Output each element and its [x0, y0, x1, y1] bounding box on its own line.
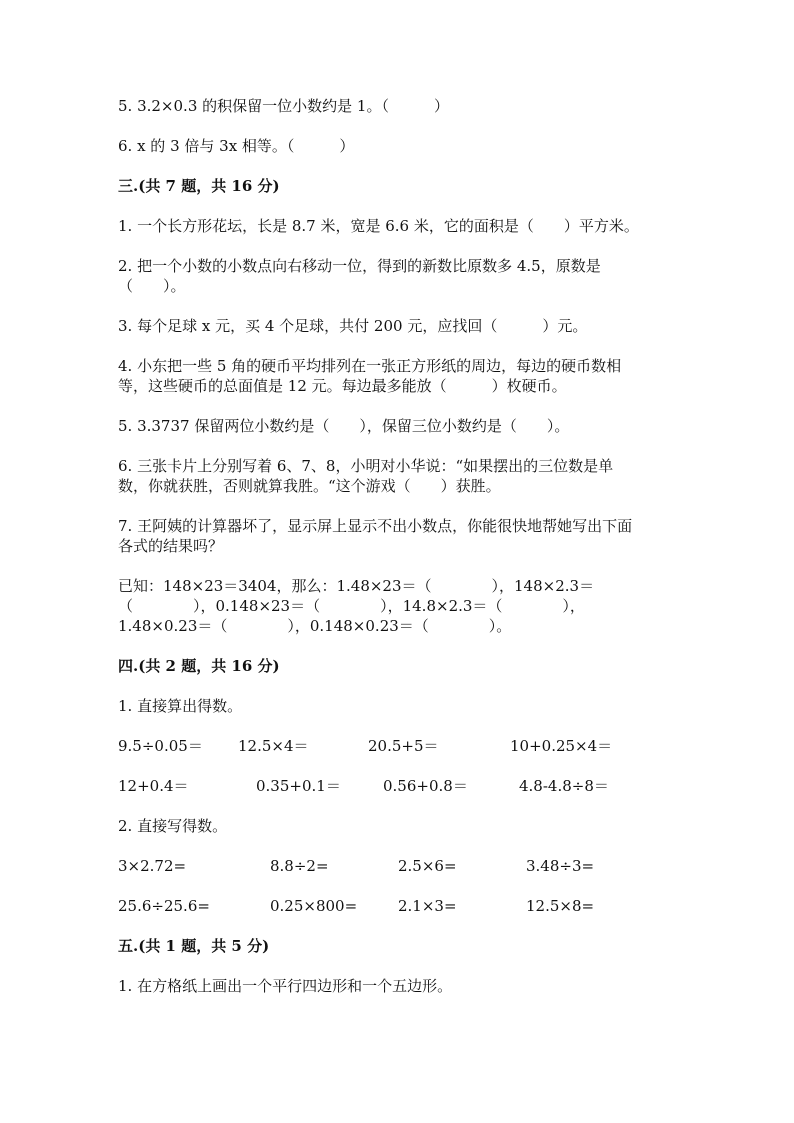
calc-cell: 3×2.72=: [118, 857, 187, 875]
calc-cell: 3.48÷3=: [526, 857, 595, 875]
fill-item-7-known-line-1: 已知：148×23＝3404，那么：1.48×23＝（ ），148×2.3＝: [118, 577, 595, 595]
calc-cell: 12.5×8=: [526, 897, 595, 915]
judge-item-5: 5. 3.2×0.3 的积保留一位小数约是 1。（ ）: [118, 97, 449, 115]
calc-cell: 12+0.4＝: [118, 777, 189, 795]
calc-cell: 0.35+0.1＝: [256, 777, 341, 795]
fill-item-6-line-1: 6. 三张卡片上分别写着 6、7、8，小明对小华说：“如果摆出的三位数是单: [118, 457, 614, 475]
calc-cell: 25.6÷25.6=: [118, 897, 210, 915]
fill-item-7-known-line-2: （ ），0.148×23＝（ ），14.8×2.3＝（ ），: [118, 597, 585, 615]
calc-item-1-title: 1. 直接算出得数。: [118, 697, 243, 715]
calc-item-2-title: 2. 直接写得数。: [118, 817, 228, 835]
calc-cell: 10+0.25×4＝: [510, 737, 613, 755]
fill-item-2-line-1: 2. 把一个小数的小数点向右移动一位，得到的新数比原数多 4.5，原数是: [118, 257, 601, 275]
fill-item-4-line-2: 等，这些硬币的总面值是 12 元。每边最多能放（ ）枚硬币。: [118, 377, 567, 395]
section-4-heading: 四.(共 2 题，共 16 分): [118, 657, 280, 675]
section-5-heading: 五.(共 1 题，共 5 分): [118, 937, 270, 955]
fill-item-6-line-2: 数，你就获胜，否则就算我胜。“这个游戏（ ）获胜。: [118, 477, 501, 495]
calc-cell: 2.5×6=: [398, 857, 457, 875]
calc-cell: 0.56+0.8＝: [383, 777, 468, 795]
calc-cell: 0.25×800=: [270, 897, 358, 915]
calc-cell: 12.5×4＝: [238, 737, 309, 755]
calc-cell: 20.5+5＝: [368, 737, 439, 755]
fill-item-7-line-2: 各式的结果吗？: [118, 537, 224, 555]
section-3-heading: 三.(共 7 题，共 16 分): [118, 177, 280, 195]
judge-item-6: 6. x 的 3 倍与 3x 相等。（ ）: [118, 137, 355, 155]
draw-item-1: 1. 在方格纸上画出一个平行四边形和一个五边形。: [118, 977, 453, 995]
fill-item-7-known-line-3: 1.48×0.23＝（ ），0.148×0.23＝（ ）。: [118, 617, 512, 635]
calc-cell: 9.5÷0.05＝: [118, 737, 203, 755]
calc-cell: 4.8-4.8÷8＝: [519, 777, 609, 795]
calc-cell: 2.1×3=: [398, 897, 457, 915]
fill-item-7-line-1: 7. 王阿姨的计算器坏了，显示屏上显示不出小数点，你能很快地帮她写出下面: [118, 517, 633, 535]
fill-item-4-line-1: 4. 小东把一些 5 角的硬币平均排列在一张正方形纸的周边，每边的硬币数相: [118, 357, 622, 375]
fill-item-5: 5. 3.3737 保留两位小数约是（ ），保留三位小数约是（ ）。: [118, 417, 570, 435]
fill-item-2-line-2: （ ）。: [118, 277, 186, 295]
fill-item-1: 1. 一个长方形花坛，长是 8.7 米，宽是 6.6 米，它的面积是（ ）平方米。: [118, 217, 639, 235]
calc-cell: 8.8÷2=: [270, 857, 329, 875]
fill-item-3: 3. 每个足球 x 元，买 4 个足球，共付 200 元，应找回（ ）元。: [118, 317, 588, 335]
